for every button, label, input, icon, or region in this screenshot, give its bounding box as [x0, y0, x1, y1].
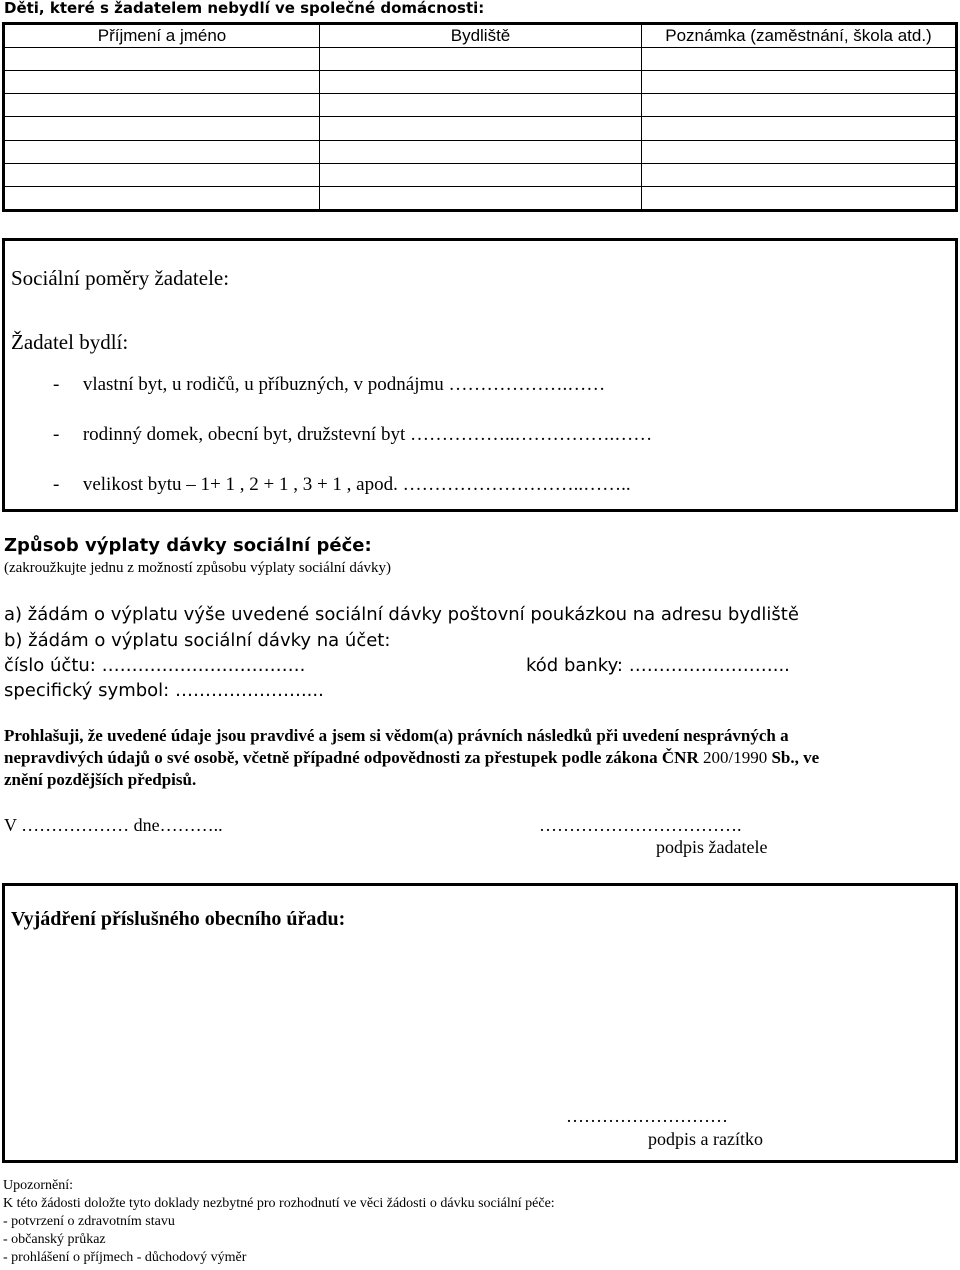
living-option-text: velikost bytu – 1+ 1 , 2 + 1 , 3 + 1 , apod. ………………………..…….. — [82, 474, 631, 495]
table-cell[interactable] — [642, 186, 957, 210]
column-header-name: Příjmení a jméno — [4, 24, 320, 48]
payment-note: (zakroužkujte jednu z možností způsobu výplaty sociální dávky) — [4, 560, 391, 576]
table-cell[interactable] — [320, 71, 642, 94]
table-cell[interactable] — [320, 163, 642, 186]
living-label: Žadatel bydlí: — [11, 330, 129, 354]
table-cell[interactable] — [642, 117, 957, 140]
table-cell[interactable] — [320, 186, 642, 210]
law-number: 200/1990 — [702, 748, 768, 767]
table-header-row — [4, 24, 957, 48]
applicant-signature-label: podpis žadatele — [656, 837, 768, 857]
dash-marker: - — [53, 374, 60, 395]
social-heading: Sociální poměry žadatele: — [11, 266, 230, 290]
column-header-residence: Bydliště — [320, 24, 642, 48]
list-item: - prohlášení o příjmech - důchodový výměr — [3, 1250, 247, 1265]
table-cell[interactable] — [4, 186, 320, 210]
office-heading: Vyjádření příslušného obecního úřadu: — [11, 908, 346, 930]
table-cell[interactable] — [642, 48, 957, 71]
table-cell[interactable] — [320, 48, 642, 71]
office-box — [2, 883, 958, 1163]
notice-intro: K této žádosti doložte tyto doklady nezbytné pro rozhodnutí ve věci žádosti o dávku sociální péče: — [3, 1196, 555, 1211]
bank-code-field[interactable]: kód banky: ……………………... — [526, 655, 790, 676]
column-header-note: Poznámka (zaměstnání, škola atd.) — [642, 24, 957, 48]
payment-heading: Způsob výplaty dávky sociální péče: — [4, 535, 372, 556]
office-signature-label: podpis a razítko — [648, 1129, 763, 1149]
table-cell[interactable] — [642, 163, 957, 186]
table-cell[interactable] — [4, 71, 320, 94]
table-cell[interactable] — [642, 71, 957, 94]
table-cell[interactable] — [4, 140, 320, 163]
table-row — [4, 117, 957, 140]
declaration-text-end: Sb., ve — [767, 748, 820, 767]
table-cell[interactable] — [4, 117, 320, 140]
table-cell[interactable] — [4, 94, 320, 117]
living-option-3 — [53, 474, 631, 496]
table-cell[interactable] — [642, 94, 957, 117]
table-row — [4, 186, 957, 210]
applicant-signature-line[interactable]: ……………………………. — [539, 815, 742, 835]
table-cell[interactable] — [320, 94, 642, 117]
specific-symbol-field[interactable]: specifický symbol: ………………….... — [4, 680, 324, 701]
declaration-line-3: znění pozdějších předpisů. — [4, 770, 197, 789]
payment-option-b[interactable]: b) žádám o výplatu sociální dávky na účet: — [4, 630, 391, 651]
office-signature-line[interactable]: ……………………… — [566, 1106, 728, 1126]
dash-marker: - — [53, 424, 60, 445]
living-option-text: vlastní byt, u rodičů, u příbuzných, v podnájmu ……………….…… — [82, 374, 606, 395]
declaration-line-1: Prohlašuji, že uvedené údaje jsou pravdivé a jsem si vědom(a) právních následků při uvedení nesprávných a — [4, 726, 789, 745]
living-option-2 — [53, 424, 652, 446]
table-row — [4, 163, 957, 186]
payment-option-a[interactable]: a) žádám o výplatu výše uvedené sociální dávky poštovní poukázkou na adresu bydliště — [4, 604, 799, 625]
table-row — [4, 48, 957, 71]
dash-marker: - — [53, 474, 60, 495]
list-item: - potvrzení o zdravotním stavu — [3, 1214, 175, 1229]
table-cell[interactable] — [320, 117, 642, 140]
table-cell[interactable] — [642, 140, 957, 163]
declaration-text: nepravdivých údajů o své osobě, včetně případné odpovědnosti za přestupek podle zákona ČNR — [4, 748, 703, 767]
place-date-field[interactable]: V ……………… dne……….. — [4, 815, 223, 835]
table-row — [4, 71, 957, 94]
living-option-text: rodinný domek, obecní byt, družstevní byt ……………..…………….…… — [82, 424, 653, 445]
children-table — [2, 22, 958, 212]
list-item: - občanský průkaz — [3, 1232, 106, 1247]
living-option-1 — [53, 374, 605, 396]
table-cell[interactable] — [4, 48, 320, 71]
children-heading: Děti, které s žadatelem nebydlí ve společné domácnosti: — [4, 0, 485, 17]
account-number-field[interactable]: číslo účtu: ……………………………. — [4, 655, 306, 676]
table-cell[interactable] — [4, 163, 320, 186]
social-conditions-box — [2, 238, 958, 512]
table-row — [4, 94, 957, 117]
table-row — [4, 140, 957, 163]
declaration-line-2 — [4, 748, 819, 768]
table-cell[interactable] — [320, 140, 642, 163]
notice-title: Upozornění: — [3, 1178, 73, 1193]
